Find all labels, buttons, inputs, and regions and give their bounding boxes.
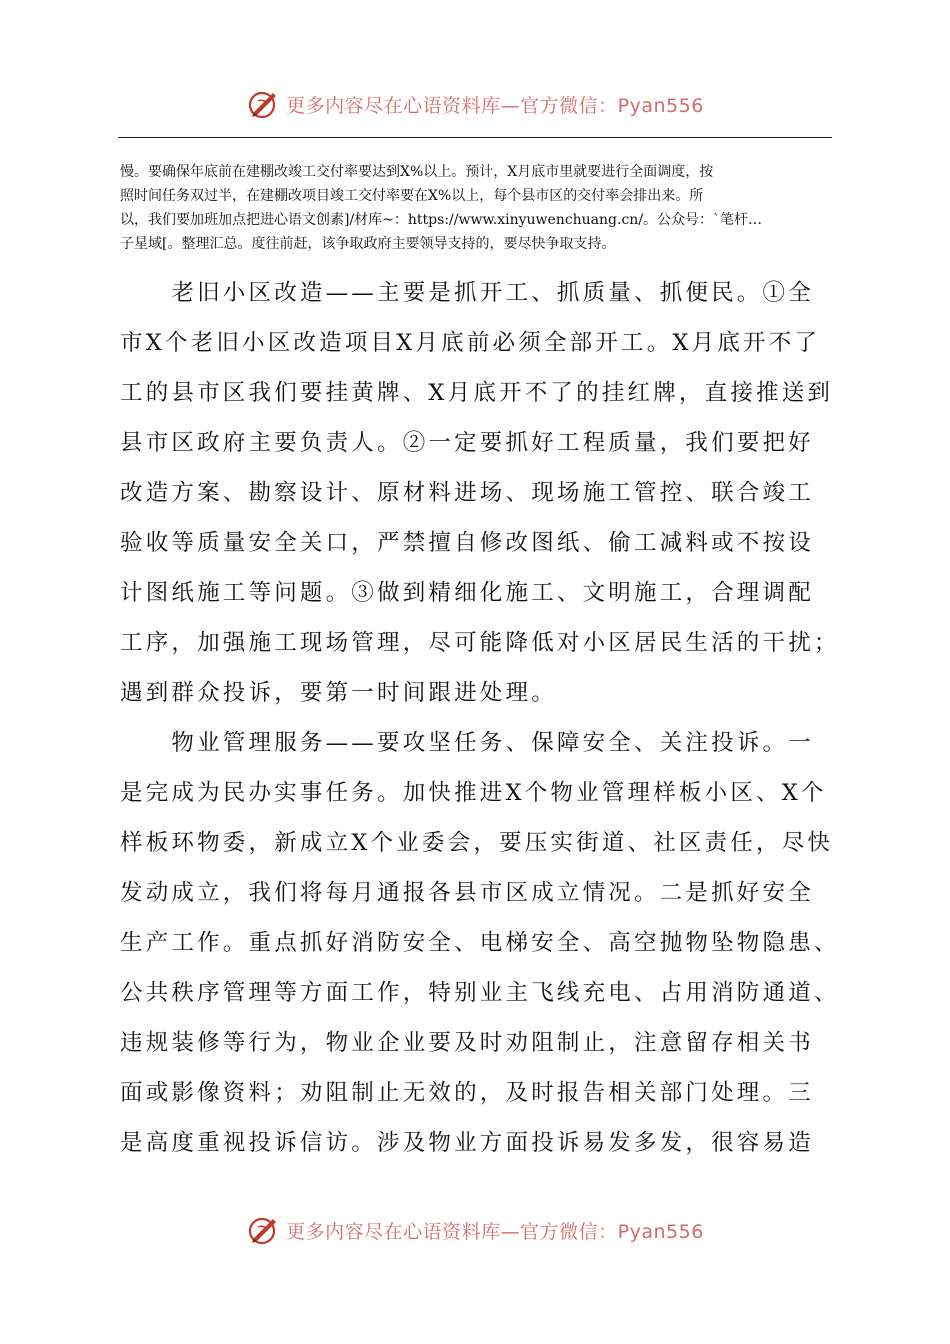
- body-line: 公共秩序管理等方面工作，特别业主飞线充电、占用消防通道、: [120, 980, 840, 1006]
- body-line: 改造方案、勘察设计、原材料进场、现场施工管控、联合竣工: [120, 480, 814, 506]
- body-line: 样板环物委，新成立X个业委会，要压实街道、社区责任，尽快: [120, 830, 834, 856]
- small-print-paragraph: [120, 160, 832, 256]
- body-line: 老旧小区改造——主要是抓开工、抓质量、抓便民。①全: [120, 280, 814, 306]
- footer-banner-text: 更多内容尽在心语资料库—官方微信：Pyan556: [286, 1220, 704, 1243]
- pen-logo-icon: [246, 86, 282, 122]
- small-line: 子星域[。整理汇总。度往前赶，该争取政府主要领导支持的，要尽快争取支持。: [120, 236, 616, 252]
- small-line: 以，我们要加班加点把进心语文创素]/材库~：https://www.xinyuwenchuang.cn/。公众号：`笔杆…: [120, 212, 763, 228]
- body-line: 遇到群众投诉，要第一时间跟进处理。: [120, 680, 557, 706]
- body-line: 县市区政府主要负责人。②一定要抓好工程质量，我们要把好: [120, 430, 814, 456]
- body-line: 是完成为民办实事任务。加快推进X个物业管理样板小区、X个: [120, 780, 827, 806]
- header-banner-text: 更多内容尽在心语资料库—官方微信：Pyan556: [286, 94, 704, 117]
- header-banner: [0, 84, 950, 124]
- body-line: 验收等质量安全关口，严禁擅自修改图纸、偷工减料或不按设: [120, 530, 814, 556]
- body-line: 物业管理服务——要攻坚任务、保障安全、关注投诉。一: [120, 730, 814, 756]
- body-line: 市X个老旧小区改造项目X月底前必须全部开工。X月底开不了: [120, 330, 821, 356]
- body-line: 违规装修等行为，物业企业要及时劝阻制止，注意留存相关书: [120, 1030, 814, 1056]
- body-line: 面或影像资料；劝阻制止无效的，及时报告相关部门处理。三: [120, 1080, 814, 1106]
- pen-logo-icon: [246, 1212, 282, 1248]
- body-line: 发动成立，我们将每月通报各县市区成立情况。二是抓好安全: [120, 880, 814, 906]
- header-divider: [118, 137, 832, 138]
- body-line: 工的县市区我们要挂黄牌、X月底开不了的挂红牌，直接推送到: [120, 380, 834, 406]
- body-line: 工序，加强施工现场管理，尽可能降低对小区居民生活的干扰；: [120, 630, 840, 656]
- body-line: 计图纸施工等问题。③做到精细化施工、文明施工，合理调配: [120, 580, 814, 606]
- small-line: 慢。要确保年底前在建棚改竣工交付率要达到X%以上。预计，X月底市里就要进行全面调度，按: [120, 164, 714, 180]
- small-line: 照时间任务双过半，在建棚改项目竣工交付率要在X%以上，每个县市区的交付率会排出来。所: [120, 188, 704, 204]
- document-body: [120, 268, 840, 1168]
- footer-banner: [0, 1210, 950, 1250]
- body-line: 是高度重视投诉信访。涉及物业方面投诉易发多发，很容易造: [120, 1130, 814, 1156]
- body-line: 生产工作。重点抓好消防安全、电梯安全、高空抛物坠物隐患、: [120, 930, 840, 956]
